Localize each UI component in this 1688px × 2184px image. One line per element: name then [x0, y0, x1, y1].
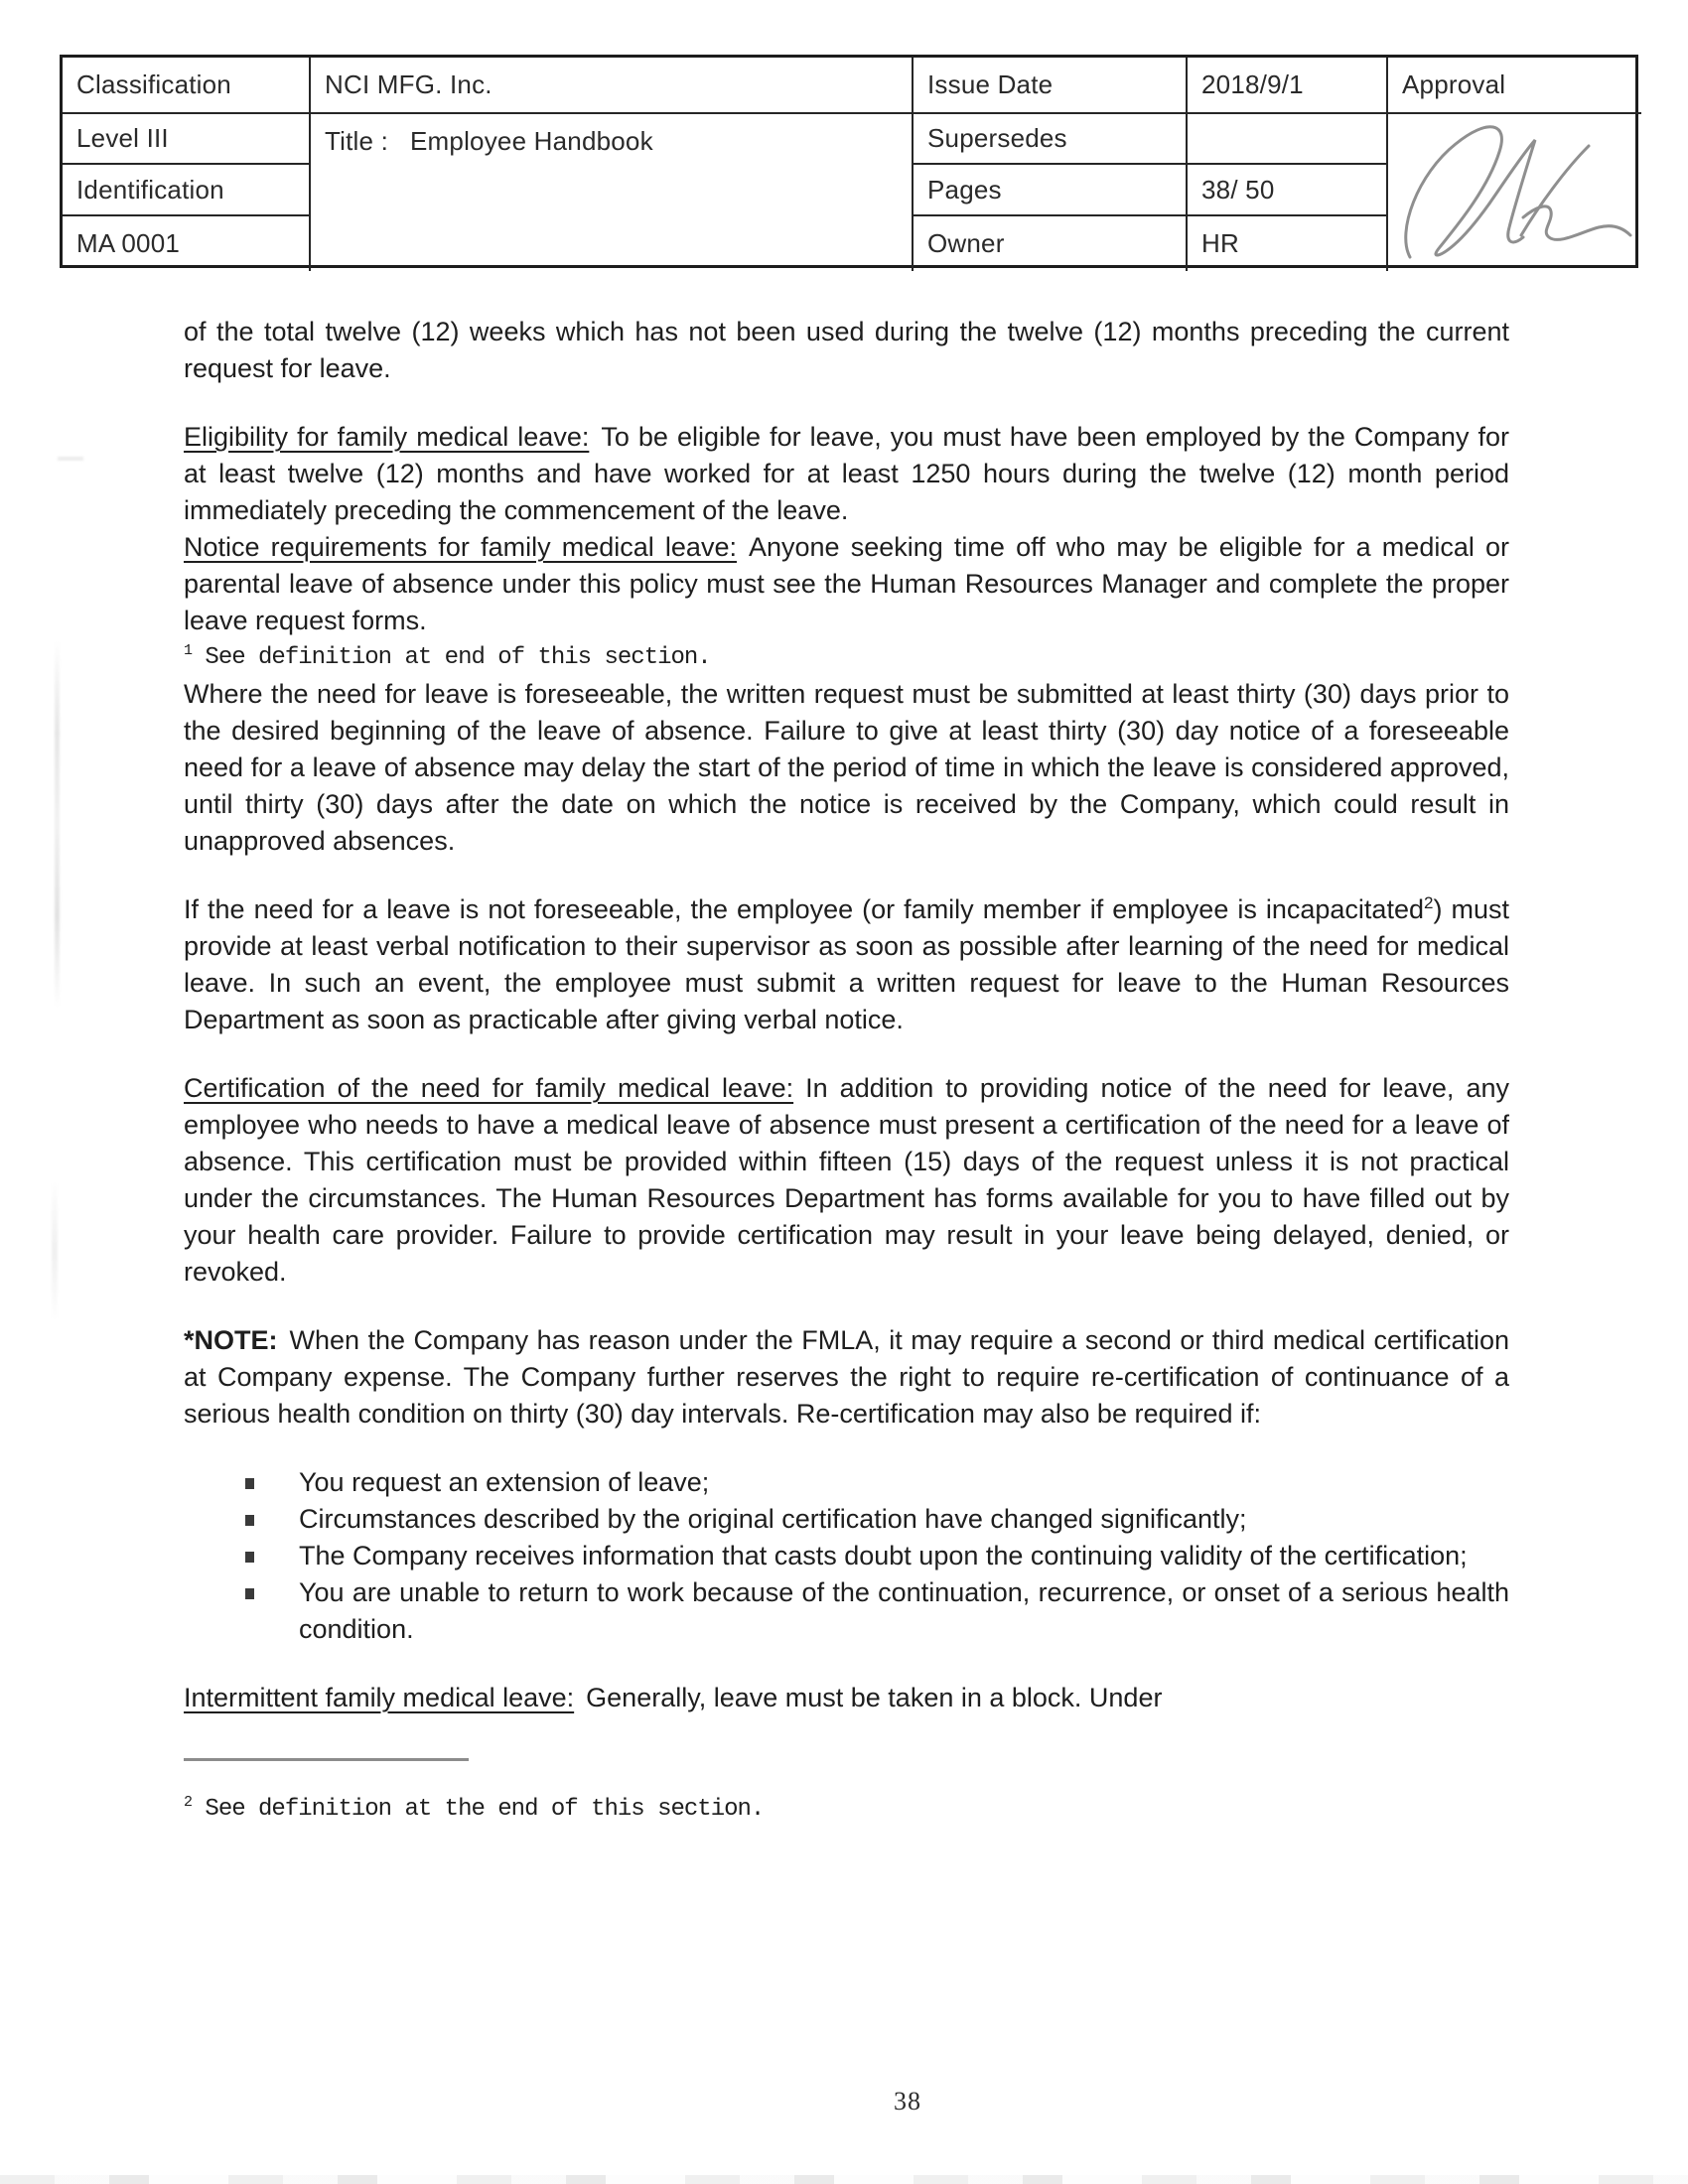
page-number: 38	[894, 2087, 921, 2116]
scan-smudge	[58, 457, 83, 461]
list-item: Circumstances described by the original certification have changed significantly;	[243, 1501, 1509, 1538]
document-header-table	[60, 55, 1638, 268]
scan-smudge	[52, 1181, 58, 1320]
document-title	[311, 114, 914, 271]
identification-label: Identification	[63, 165, 311, 216]
recertification-conditions-list	[243, 1464, 1509, 1648]
scan-smudge	[55, 640, 60, 1008]
classification-label: Classification	[63, 58, 311, 114]
title-label: Title :	[325, 126, 389, 156]
owner-value: HR	[1188, 216, 1388, 271]
title-value: Employee Handbook	[410, 126, 653, 156]
certification-heading: Certification of the need for family medical leave:	[184, 1073, 794, 1103]
list-item: You request an extension of leave;	[243, 1464, 1509, 1501]
approval-signature-cell	[1388, 114, 1641, 271]
company-name: NCI MFG. Inc.	[311, 58, 914, 114]
footnote-1: $^1$ See definition at end of this section.	[184, 642, 711, 671]
issue-date-value: 2018/9/1	[1188, 58, 1388, 114]
identification-value: MA 0001	[63, 216, 311, 271]
supersedes-value	[1188, 114, 1388, 165]
paragraph-carryover: of the total twelve (12) weeks which has not been used during the twelve (12) months preceding the current request for leave.	[184, 317, 1509, 383]
intermittent-heading: Intermittent family medical leave:	[184, 1683, 575, 1712]
issue-date-label: Issue Date	[914, 58, 1188, 114]
notice-heading: Notice requirements for family medical leave:	[184, 532, 737, 562]
paragraph-eligibility: Eligibility for family medical leave: To be eligible for leave, you must have been employed by the Company for at least twelve (12) months and have worked for at least 1250 hours during the twelve (12) month period immediately preceding the commencement of the leave.	[184, 422, 1509, 525]
classification-level: Level III	[63, 114, 311, 165]
owner-label: Owner	[914, 216, 1188, 271]
footnote-1-marker: 1	[184, 642, 193, 659]
eligibility-heading: Eligibility for family medical leave:	[184, 422, 590, 452]
paragraph-foreseeable-leave: Where the need for leave is foreseeable, the written request must be submitted at least thirty (30) days prior to the desired beginning of the leave of absence. Failure to give at least thirty (30) day notice of a foreseeable need for a leave of absence may delay the start of the period of time in which the leave is considered approved, until thirty (30) days after the date on which the notice is received by the Company, which could result in unapproved absences.	[184, 679, 1509, 856]
body-text	[184, 314, 1509, 1828]
footnote-2: $^2$ See definition at the end of this section.	[184, 1794, 765, 1823]
approval-label: Approval	[1388, 58, 1641, 114]
paragraph-notice-requirements: Notice requirements for family medical leave: Anyone seeking time off who may be eligible for a medical or parental leave of absence under this policy must see the Human Resources Manager and complete the proper leave request forms.	[184, 532, 1510, 635]
footnote-2-reference: 2	[1424, 893, 1434, 912]
scan-edge-artifact	[0, 2175, 1688, 2184]
paragraph-unforeseeable-leave: If the need for a leave is not foreseeable, the employee (or family member if employee is incapacitated$^2$) must provide at least verbal notification to their supervisor as soon as possible after learning of the need for medical leave. In such an event, the employee must submit a written request for leave to the Human Resources Department as soon as practicable after giving verbal notice.	[184, 893, 1509, 1034]
note-label: *NOTE:	[184, 1325, 278, 1355]
footnote-2-marker: 2	[184, 1794, 193, 1811]
supersedes-label: Supersedes	[914, 114, 1188, 165]
pages-value: 38/ 50	[1188, 165, 1388, 216]
footnote-separator	[184, 1758, 469, 1761]
signature-icon	[1394, 100, 1636, 271]
paragraph-certification: Certification of the need for family medical leave: In addition to providing notice of the need for leave, any employee who needs to have a medical leave of absence must present a certification of the need for a leave of absence. This certification must be provided within fifteen (15) days of the request unless it is not practical under the circumstances. The Human Resources Department has forms available for you to have filled out by your health care provider. Failure to provide certification may result in your leave being delayed, denied, or revoked.	[184, 1073, 1510, 1287]
list-item: The Company receives information that casts doubt upon the continuing validity of the certification;	[243, 1538, 1509, 1574]
list-item: You are unable to return to work because of the continuation, recurrence, or onset of a serious health condition.	[243, 1574, 1509, 1648]
pages-label: Pages	[914, 165, 1188, 216]
paragraph-intermittent: Intermittent family medical leave: Generally, leave must be taken in a block. Under	[184, 1683, 1163, 1712]
paragraph-note: *NOTE: When the Company has reason under the FMLA, it may require a second or third medical certification at Company expense. The Company further reserves the right to require re-certification of continuance of a serious health condition on thirty (30) day intervals. Re-certification may also be required if:	[184, 1325, 1509, 1429]
